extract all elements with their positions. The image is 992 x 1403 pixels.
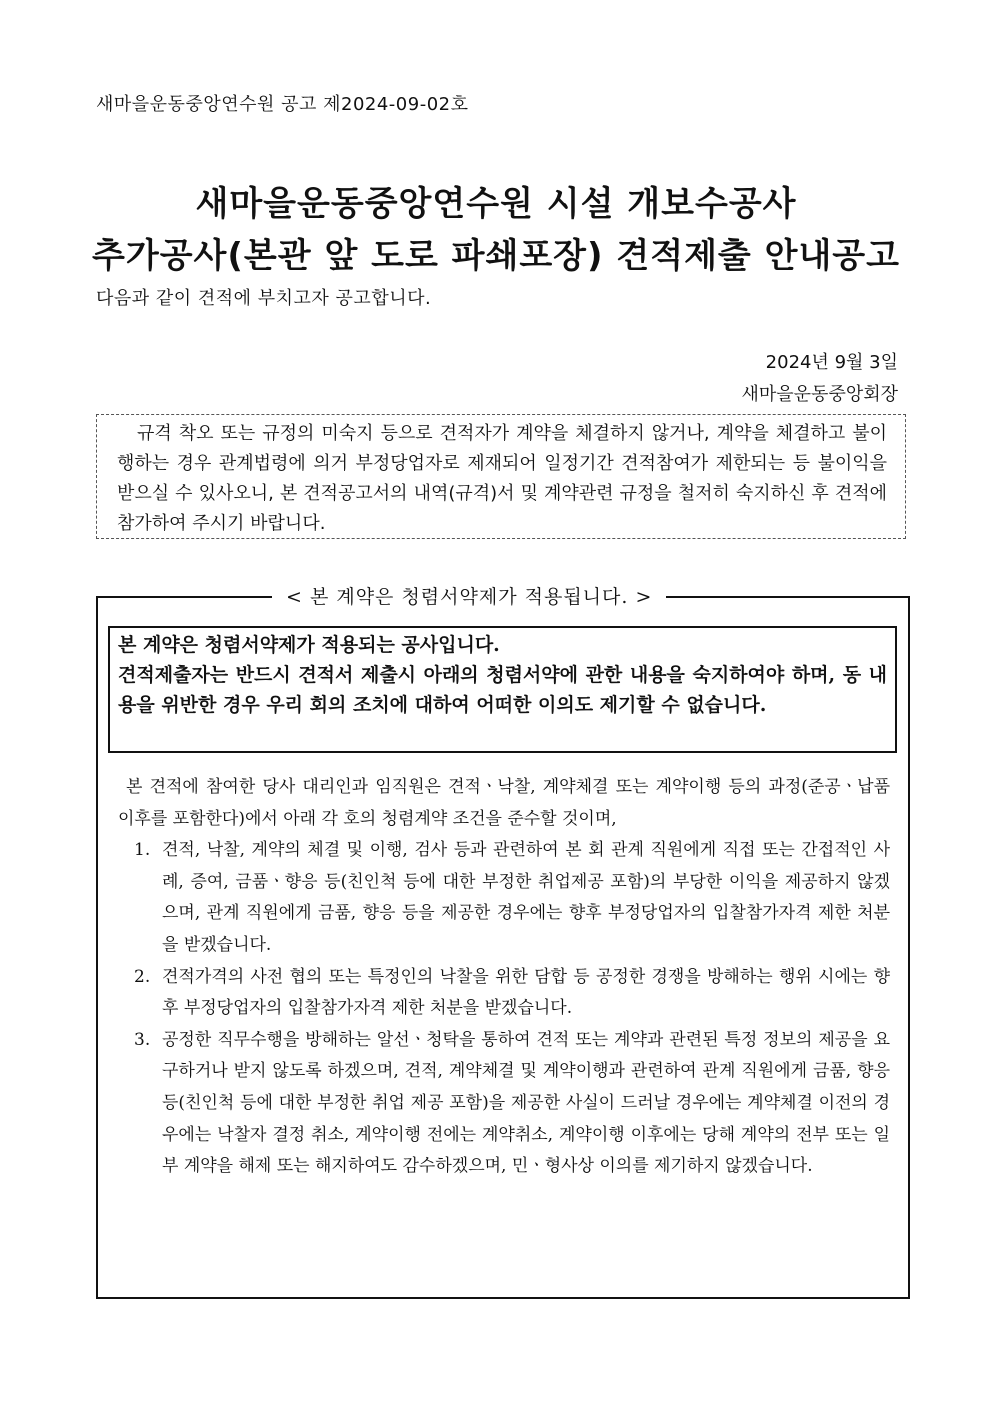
integrity-pledge-body <box>118 772 890 1183</box>
pledge-item-2 <box>118 962 890 1025</box>
document-title-line1: 새마을운동중앙연수원 시설 개보수공사 <box>195 184 797 224</box>
pledge-item-1 <box>118 835 890 961</box>
warning-box <box>96 414 906 539</box>
pledge-item-number: 3. <box>134 1029 151 1050</box>
pledge-item-text: 공정한 직무수행을 방해하는 알선ㆍ청탁을 통하여 견적 또는 계약과 관련된 특정 정보의 제공을 요구하거나 받지 않도록 하겠으며, 견적, 계약체결 및 계약이행과 관련하여 관계 직원에게 금품, 향응 등(친인척 등에 대한 부정한 취업 제공 포함)을 제공한 사실이 드러날 경우에는 계약체결 이전의 경우에는 낙찰자 결정 취소, 계약이행 전에는 계약취소, 계약이행 이후에는 당해 계약의 전부 또는 일부 계약을 해제 또는 해지하여도 감수하겠으며, 민ㆍ형사상 이의를 제기하지 않겠습니다. <box>162 1029 890 1177</box>
pledge-list <box>118 835 890 1183</box>
pledge-item-number: 2. <box>134 966 151 987</box>
notice-date: 2024년 9월 3일 <box>765 352 898 373</box>
pledge-intro: 본 견적에 참여한 당사 대리인과 임직원은 견적ㆍ낙찰, 계약체결 또는 계약이행 등의 과정(준공ㆍ납품 이후를 포함한다)에서 아래 각 호의 청렴계약 조건을 준수할 것이며, <box>118 777 890 829</box>
notice-number: 새마을운동중앙연수원 공고 제2024-09-02호 <box>96 94 469 115</box>
warning-text: 규격 착오 또는 규정의 미숙지 등으로 견적자가 계약을 체결하지 않거나, 계약을 체결하고 불이행하는 경우 관계법령에 의거 부정당업자로 제재되어 일정기간 견적참여가 제한되는 등 불이익을 받으실 수 있사오니, 본 견적공고서의 내역(규격)서 및 계약관련 규정을 철저히 숙지하신 후 견적에 참가하여 주시기 바랍니다. <box>117 423 887 534</box>
integrity-heading: < 본 계약은 청렴서약제가 적용됩니다. > <box>272 582 666 609</box>
intro-text: 다음과 같이 견적에 부치고자 공고합니다. <box>96 288 432 309</box>
pledge-item-text: 견적가격의 사전 협의 또는 특정인의 낙찰을 위한 담합 등 공정한 경쟁을 방해하는 행위 시에는 향후 부정당업자의 입찰참가자격 제한 처분을 받겠습니다. <box>162 966 890 1019</box>
pledge-item-number: 1. <box>134 840 151 861</box>
pledge-item-3 <box>118 1025 890 1183</box>
document-title-line2: 추가공사(본관 앞 도로 파쇄포장) 견적제출 안내공고 <box>92 236 900 276</box>
integrity-notice-box <box>108 626 897 753</box>
issuer-name: 새마을운동중앙회장 <box>741 384 898 405</box>
integrity-notice-line1: 본 계약은 청렴서약제가 적용되는 공사입니다. <box>118 634 500 656</box>
integrity-notice-line2: 견적제출자는 반드시 견적서 제출시 아래의 청렴서약에 관한 내용을 숙지하여야 하며, 동 내용을 위반한 경우 우리 회의 조치에 대하여 어떠한 이의도 제기할 수 없습니다. <box>118 664 887 716</box>
pledge-item-text: 견적, 낙찰, 계약의 체결 및 이행, 검사 등과 관련하여 본 회 관계 직원에게 직접 또는 간접적인 사례, 증여, 금품ㆍ향응 등(친인척 등에 대한 부정한 취업제공 포함)의 부당한 이익을 제공하지 않겠으며, 관계 직원에게 금품, 향응 등을 제공한 경우에는 향후 부정당업자의 입찰참가자격 제한 처분을 받겠습니다. <box>162 840 890 955</box>
